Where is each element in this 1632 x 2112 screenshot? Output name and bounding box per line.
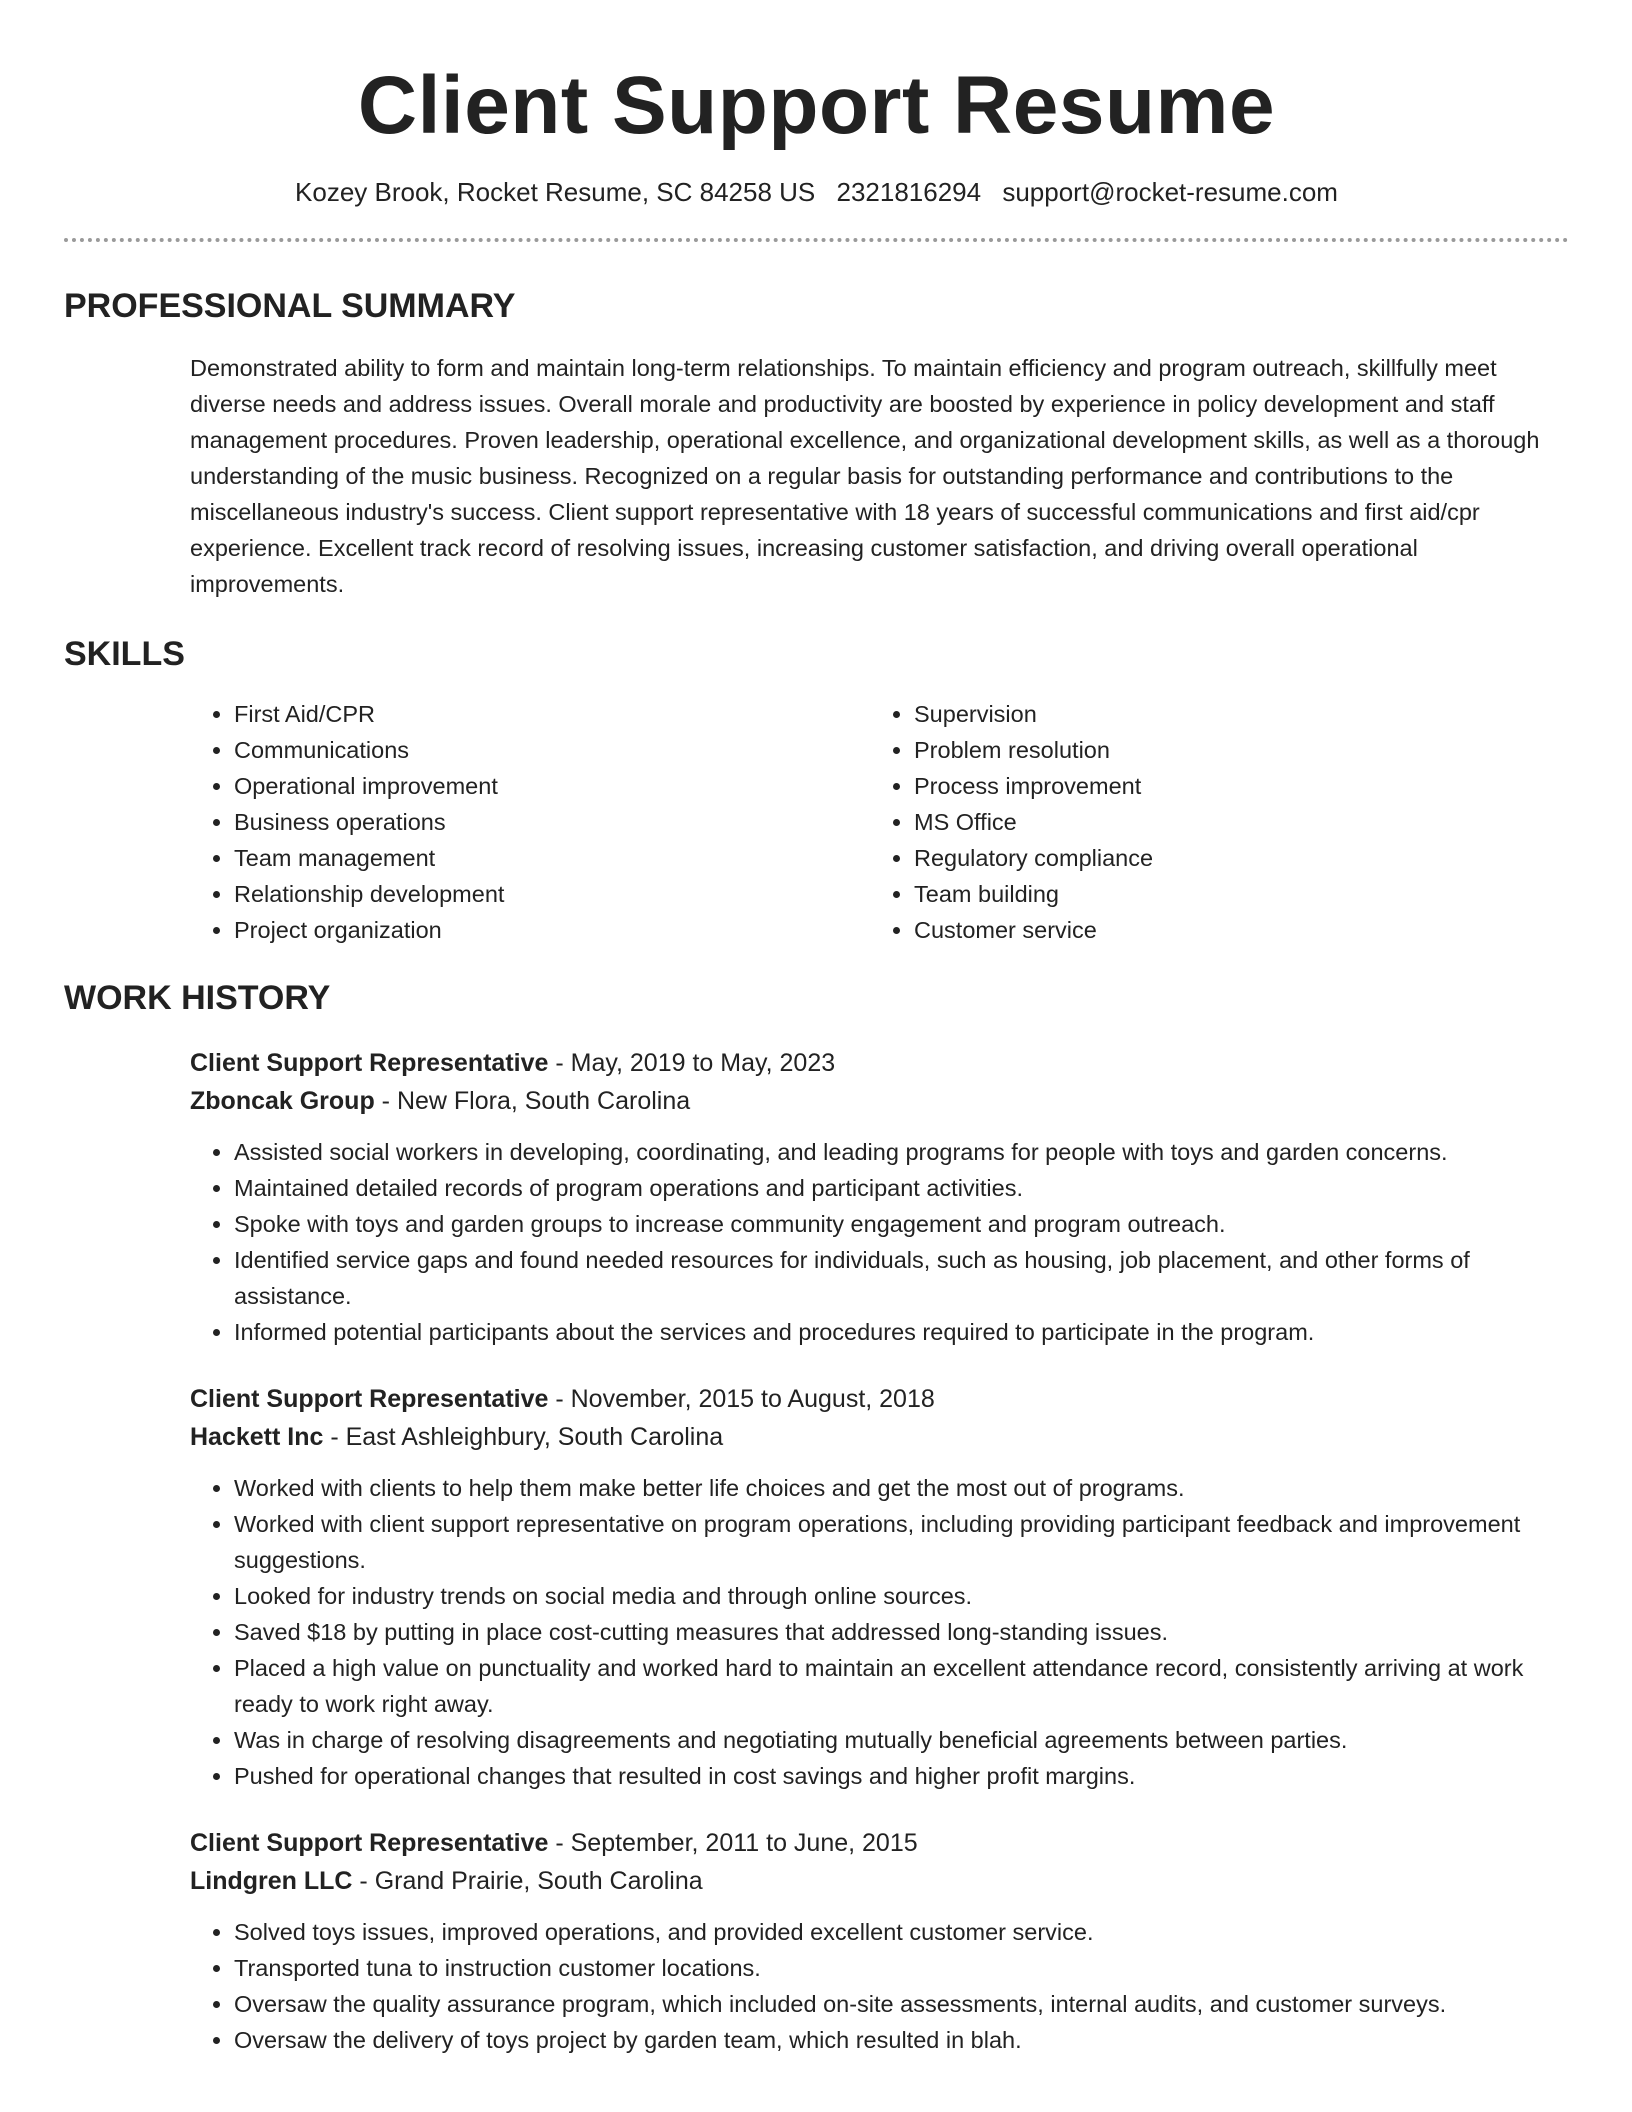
job-company: Lindgren LLC (190, 1867, 353, 1895)
skill-item: • Operational improvement (234, 768, 870, 804)
job-duty: • Worked with clients to help them make better life choices and get the most out of programs. (234, 1470, 1569, 1506)
skill-item: • Regulatory compliance (914, 840, 1554, 876)
skill-item: • Process improvement (914, 768, 1554, 804)
job-entry (190, 1044, 1569, 1350)
job-duties (190, 1470, 1569, 1794)
header-divider (64, 238, 1569, 242)
job-duties (190, 1134, 1569, 1350)
job-duty: • Pushed for operational changes that resulted in cost savings and higher profit margins. (234, 1758, 1569, 1794)
summary-text: Demonstrated ability to form and maintain long-term relationships. To maintain efficiency and program outreach, skillfully meet diverse needs and address issues. Overall morale and productivity are boosted by experience in policy development and staff management procedures. Proven leadership, operational excellence, and organizational development skills, as well as a thorough understanding of the music business. Recognized on a regular basis for outstanding performance and contributions to the miscellaneous industry's success. Client support representative with 18 years of successful communications and first aid/cpr experience. Excellent track record of resolving issues, increasing customer satisfaction, and driving overall operational improvements. (190, 355, 1540, 597)
job-duty: • Transported tuna to instruction customer locations. (234, 1950, 1569, 1986)
job-duty: • Oversaw the quality assurance program, which included on-site assessments, internal audits, and customer surveys. (234, 1986, 1569, 2022)
job-company-line (190, 1862, 1569, 1900)
job-company-line (190, 1082, 1569, 1120)
job-duty: • Informed potential participants about the services and procedures required to participate in the program. (234, 1314, 1569, 1350)
job-duty: • Placed a high value on punctuality and worked hard to maintain an excellent attendance record, consistently arriving at work ready to work right away. (234, 1650, 1569, 1722)
job-company: Zboncak Group (190, 1087, 375, 1115)
skill-item: • Customer service (914, 912, 1554, 948)
job-duty: • Assisted social workers in developing, coordinating, and leading programs for people with toys and garden concerns. (234, 1134, 1569, 1170)
skills-column-left (190, 696, 870, 948)
skills-list (190, 696, 1569, 948)
job-location: - New Flora, South Carolina (374, 1087, 691, 1115)
job-duty: • Spoke with toys and garden groups to increase community engagement and program outreach. (234, 1206, 1569, 1242)
contact-phone: 2321816294 (836, 177, 982, 207)
job-dates: - September, 2011 to June, 2015 (548, 1829, 918, 1857)
skills-column-right (870, 696, 1554, 948)
job-title: Client Support Representative (190, 1385, 549, 1413)
job-entry (190, 1824, 1569, 2058)
work-history-heading: WORK HISTORY (64, 979, 331, 1017)
job-duty: • Solved toys issues, improved operations, and provided excellent customer service. (234, 1914, 1569, 1950)
skill-item: • Problem resolution (914, 732, 1554, 768)
job-duties (190, 1914, 1569, 2058)
job-duty: • Oversaw the delivery of toys project by garden team, which resulted in blah. (234, 2022, 1569, 2058)
skill-item: • Business operations (234, 804, 870, 840)
job-title-line (190, 1380, 1569, 1418)
job-company: Hackett Inc (190, 1423, 324, 1451)
skill-item: • First Aid/CPR (234, 696, 870, 732)
job-dates: - November, 2015 to August, 2018 (548, 1385, 935, 1413)
resume-title: Client Support Resume (357, 60, 1276, 151)
contact-email: support@rocket-resume.com (1002, 177, 1338, 207)
job-entry (190, 1380, 1569, 1794)
skill-item: • Team management (234, 840, 870, 876)
job-duty: • Was in charge of resolving disagreements and negotiating mutually beneficial agreements between parties. (234, 1722, 1569, 1758)
job-company-line (190, 1418, 1569, 1456)
job-title-line (190, 1044, 1569, 1082)
skill-item: • Team building (914, 876, 1554, 912)
skill-item: • Project organization (234, 912, 870, 948)
job-duty: • Looked for industry trends on social media and through online sources. (234, 1578, 1569, 1614)
resume-page (64, 0, 1569, 2058)
contact-address: Kozey Brook, Rocket Resume, SC 84258 US (295, 177, 816, 207)
job-duty: • Saved $18 by putting in place cost-cutting measures that addressed long-standing issues. (234, 1614, 1569, 1650)
job-title: Client Support Representative (190, 1829, 549, 1857)
skill-item: • MS Office (914, 804, 1554, 840)
skill-item: • Communications (234, 732, 870, 768)
summary-heading: PROFESSIONAL SUMMARY (64, 287, 516, 325)
job-dates: - May, 2019 to May, 2023 (548, 1049, 836, 1077)
job-location: - East Ashleighbury, South Carolina (323, 1423, 724, 1451)
job-duty: • Worked with client support representative on program operations, including providing participant feedback and improvement suggestions. (234, 1506, 1569, 1578)
skills-heading: SKILLS (64, 635, 185, 673)
job-title: Client Support Representative (190, 1049, 549, 1077)
job-duty: • Identified service gaps and found needed resources for individuals, such as housing, job placement, and other forms of assistance. (234, 1242, 1569, 1314)
job-duty: • Maintained detailed records of program operations and participant activities. (234, 1170, 1569, 1206)
job-location: - Grand Prairie, South Carolina (352, 1867, 703, 1895)
skill-item: • Supervision (914, 696, 1554, 732)
job-title-line (190, 1824, 1569, 1862)
skill-item: • Relationship development (234, 876, 870, 912)
contact-line (64, 176, 1569, 208)
